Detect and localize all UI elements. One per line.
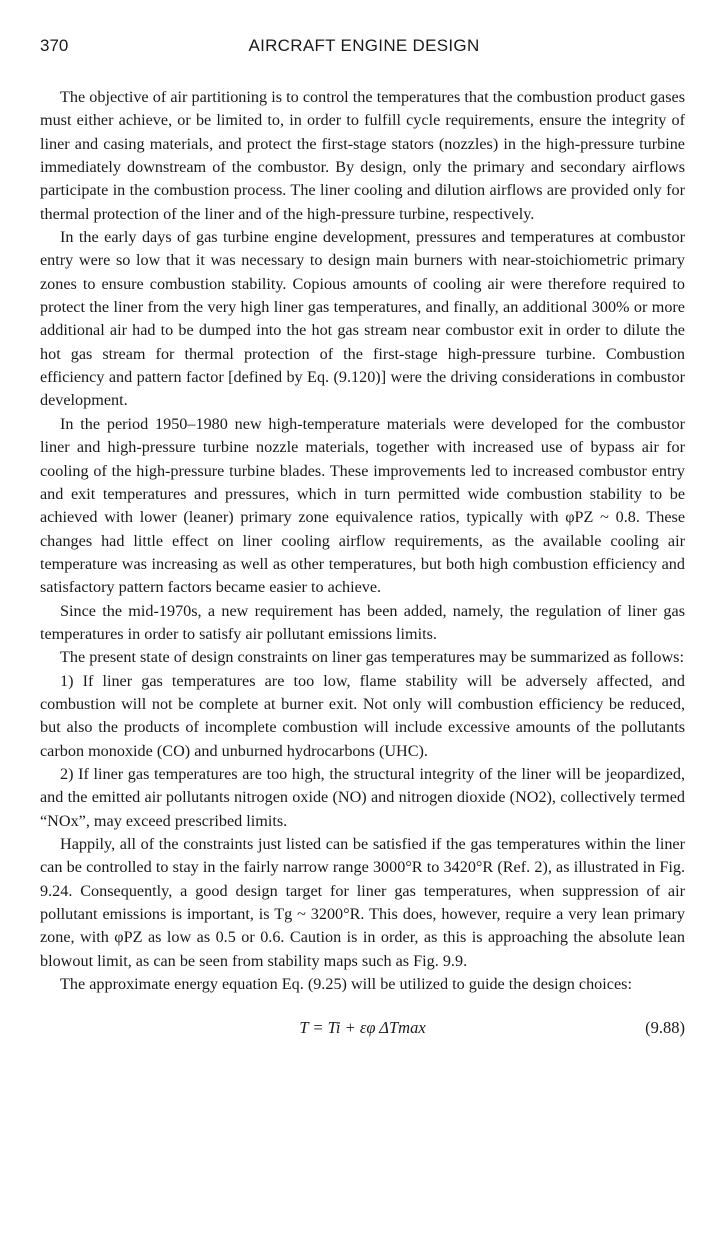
equation-9-88 (40, 1018, 685, 1046)
equation-number: (9.88) (645, 1018, 685, 1037)
paragraph-air-partitioning: The objective of air partitioning is to control the temperatures that the combustion product gases must either achieve, or be limited to, in order to fulfill cycle requirements, ensure the integrity of liner and casing materials, and protect the first-stage stators (nozzles) in the high-pressure turbine immediately downstream of the combustor. By design, only the primary and secondary airflows participate in the combustion process. The liner cooling and dilution airflows are provided only for thermal protection of the liner and of the high-pressure turbine, respectively. (40, 88, 685, 223)
equation-expression: T = Ti + εφ ΔTmax (299, 1018, 426, 1037)
paragraph-early-days: In the early days of gas turbine engine development, pressures and temperatures at combustor entry were so low that it was necessary to design main burners with near-stoichiometric primary zones to ensure combustion stability. Copious amounts of cooling air were therefore required to protect the liner from the very high liner gas temperatures, and finally, an additional 300% or more additional air had to be dumped into the hot gas stream near combustor exit in order to dilute the hot gas stream for thermal protection of the first-stage high-pressure turbine. Combustion efficiency and pattern factor [defined by Eq. (9.120)] were the driving considerations in combustor development. (40, 228, 685, 410)
paragraph-constraints-intro: The present state of design constraints on liner gas temperatures may be summarized as follows: (60, 648, 684, 667)
running-head: AIRCRAFT ENGINE DESIGN (248, 36, 480, 55)
body-text (40, 86, 685, 996)
paragraph-mid-1970s: Since the mid-1970s, a new requirement has been added, namely, the regulation of liner gas temperatures in order to satisfy air pollutant emissions limits. (40, 601, 685, 643)
list-item-temps-too-high: 2) If liner gas temperatures are too high, the structural integrity of the liner will be jeopardized, and the emitted air pollutants nitrogen oxide (NO) and nitrogen dioxide (NO2), collectively termed “NOx”, may exceed prescribed limits. (40, 764, 685, 830)
page-header (40, 36, 688, 62)
paragraph-period-1950-1980: In the period 1950–1980 new high-temperature materials were developed for the combustor liner and high-pressure turbine nozzle materials, together with increased use of bypass air for cooling of the high-pressure turbine blades. These improvements led to increased combustor entry and exit temperatures and pressures, which in turn permitted wide combustion stability to be achieved with lower (leaner) primary zone equivalence ratios, typically with φPZ ~ 0.8. These changes had little effect on liner cooling airflow requirements, as the available cooling air temperature was increasing as well as other temperatures, but both high combustion efficiency and satisfactory pattern factors became easier to achieve. (40, 414, 685, 597)
paragraph-happily: Happily, all of the constraints just listed can be satisfied if the gas temperatures within the liner can be controlled to stay in the fairly narrow range 3000°R to 3420°R (Ref. 2), as illustrated in Fig. 9.24. Consequently, a good design target for liner gas temperatures, when suppression of air pollutant emissions is important, is Tg ~ 3200°R. This does, however, require a very lean primary zone, with φPZ as low as 0.5 or 0.6. Caution is in order, as this is approaching the absolute lean blowout limit, as can be seen from stability maps such as Fig. 9.9. (40, 835, 685, 970)
paragraph-energy-equation: The approximate energy equation Eq. (9.25) will be utilized to guide the design choices: (60, 975, 632, 994)
list-item-temps-too-low: 1) If liner gas temperatures are too low, flame stability will be adversely affected, and combustion will not be complete at burner exit. Not only will combustion efficiency be reduced, but also the products of incomplete combustion will include excessive amounts of the pollutants carbon monoxide (CO) and unburned hydrocarbons (UHC). (40, 671, 685, 760)
page-number: 370 (40, 36, 69, 55)
